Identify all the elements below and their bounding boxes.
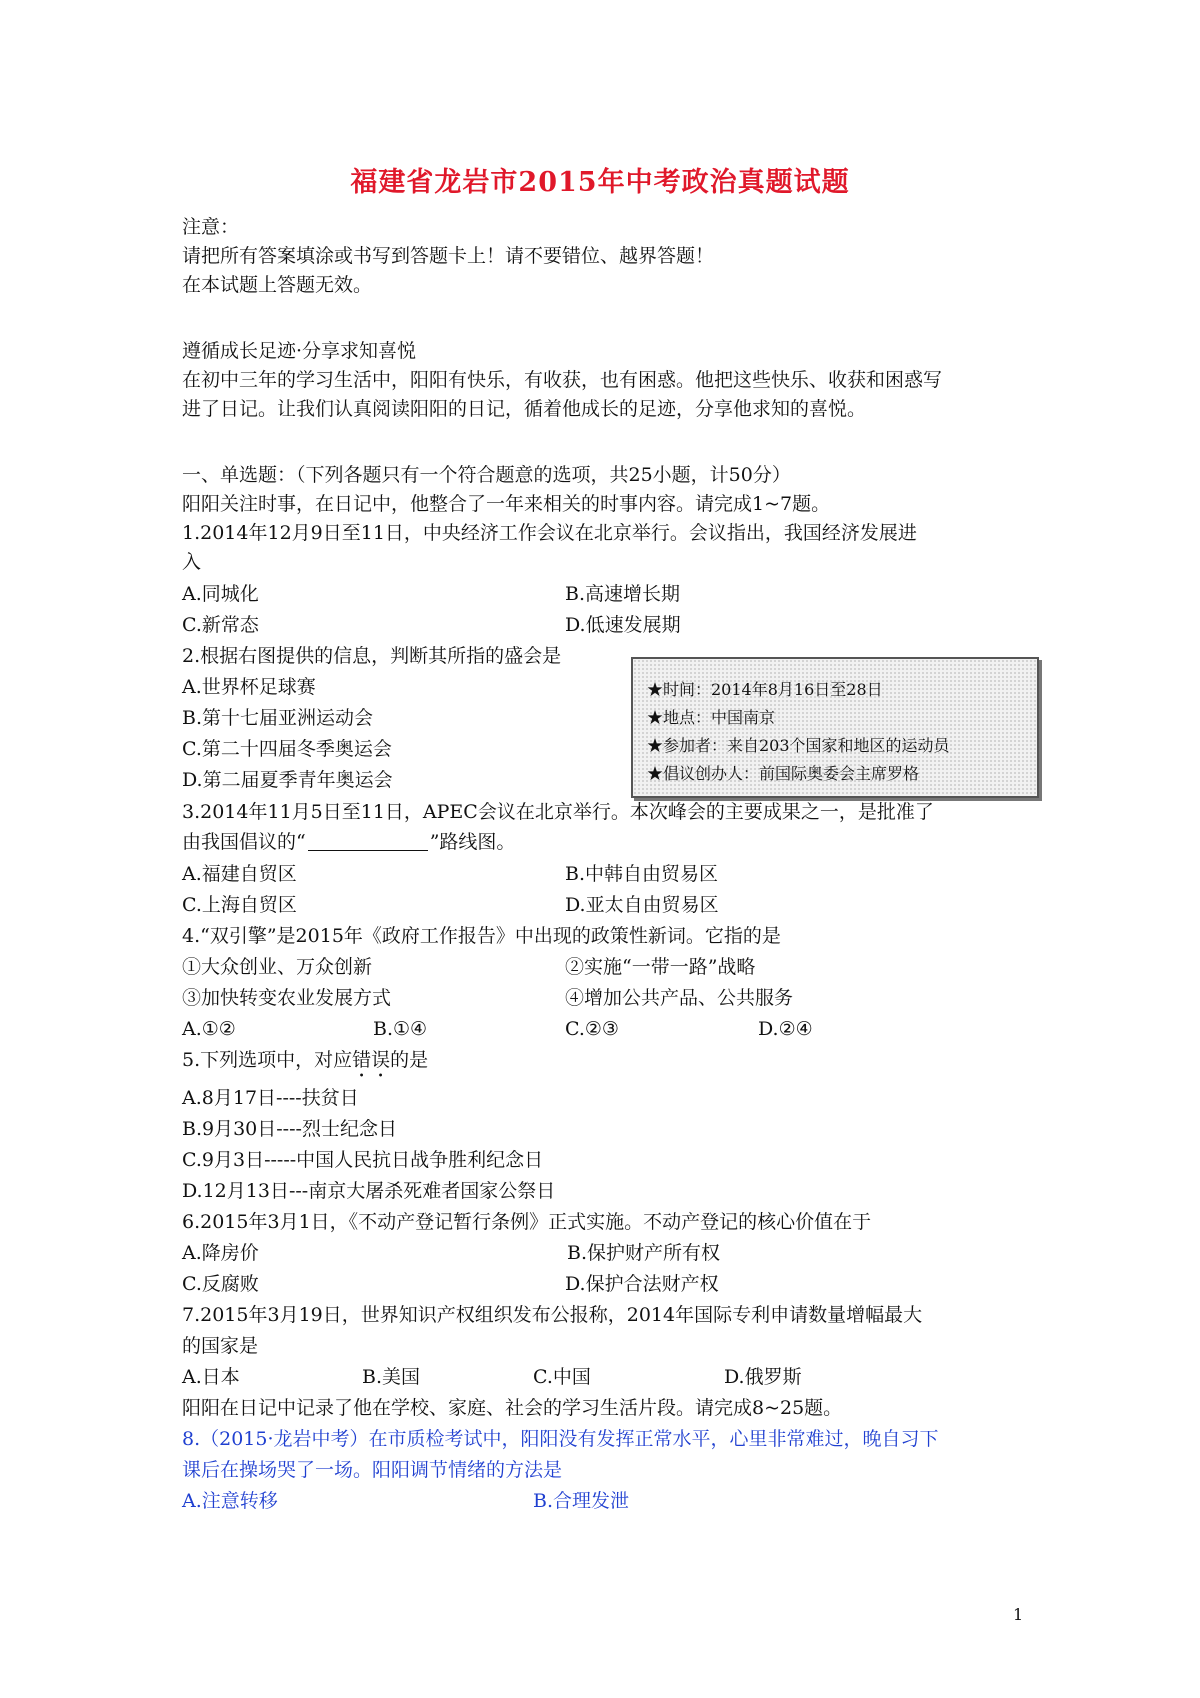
notice-line-1: 请把所有答案填涂或书写到答题卡上！请不要错位、越界答题！ bbox=[182, 245, 715, 267]
theme-intro-1: 在初中三年的学习生活中，阳阳有快乐，有收获，也有困惑。他把这些快乐、收获和困惑写 bbox=[182, 369, 943, 391]
q5-option-c: C.9月3日-----中国人民抗日战争胜利纪念日 bbox=[182, 1149, 544, 1171]
q1-stem-1: 1.2014年12月9日至11日，中央经济工作会议在北京举行。会议指出，我国经济发展进 bbox=[182, 522, 917, 544]
q8-stem-1: 8.（2015·龙岩中考）在市质检考试中，阳阳没有发挥正常水平，心里非常难过，晚自习下 bbox=[182, 1428, 939, 1450]
q1-option-a: A.同城化 bbox=[182, 583, 259, 605]
q2-option-c: C.第二十四届冬季奥运会 bbox=[182, 738, 392, 760]
q6-option-a: A.降房价 bbox=[182, 1242, 259, 1264]
q3-stem-1: 3.2014年11月5日至11日，APEC会议在北京举行。本次峰会的主要成果之一，是批准了 bbox=[182, 801, 934, 823]
q6-option-b: B.保护财产所有权 bbox=[567, 1242, 721, 1264]
q7-option-b: B.美国 bbox=[362, 1366, 421, 1388]
q4-item-4: ④增加公共产品、公共服务 bbox=[565, 987, 794, 1009]
q6-option-d: D.保护合法财产权 bbox=[565, 1273, 719, 1295]
q3-stem-2 bbox=[182, 830, 515, 854]
q1-stem-2: 入 bbox=[182, 551, 202, 573]
q3-option-b: B.中韩自由贸易区 bbox=[565, 863, 719, 885]
q1-option-d: D.低速发展期 bbox=[565, 614, 681, 636]
q3-option-d: D.亚太自由贸易区 bbox=[565, 894, 719, 916]
q2-stem: 2.根据右图提供的信息，判断其所指的盛会是 bbox=[182, 645, 562, 667]
q4-item-3: ③加快转变农业发展方式 bbox=[182, 987, 392, 1009]
theme-heading: 遵循成长足迹·分享求知喜悦 bbox=[182, 340, 417, 362]
part1-lead: 阳阳关注时事，在日记中，他整合了一年来相关的时事内容。请完成1~7题。 bbox=[182, 493, 831, 515]
q3-option-c: C.上海自贸区 bbox=[182, 894, 297, 916]
page-number: 1 bbox=[1013, 1605, 1024, 1624]
info-time: ★时间：2014年8月16日至28日 bbox=[647, 680, 883, 699]
q1-option-b: B.高速增长期 bbox=[565, 583, 681, 605]
q5-option-a: A.8月17日----扶贫日 bbox=[182, 1087, 359, 1109]
q6-option-c: C.反腐败 bbox=[182, 1273, 259, 1295]
q4-option-c: C.②③ bbox=[565, 1018, 619, 1040]
q4-option-b: B.①④ bbox=[373, 1018, 428, 1040]
part1-heading: 一、单选题：（下列各题只有一个符合题意的选项，共25小题，计50分） bbox=[182, 464, 791, 486]
info-place: ★地点：中国南京 bbox=[647, 708, 776, 727]
q2-option-a: A.世界杯足球赛 bbox=[182, 676, 316, 698]
theme-intro-2: 进了日记。让我们认真阅读阳阳的日记，循着他成长的足迹，分享他求知的喜悦。 bbox=[182, 398, 867, 420]
event-info-box bbox=[631, 657, 1039, 798]
q8-stem-2: 课后在操场哭了一场。阳阳调节情绪的方法是 bbox=[182, 1459, 563, 1481]
q5-option-b: B.9月30日----烈士纪念日 bbox=[182, 1118, 397, 1140]
info-participants: ★参加者：来自203个国家和地区的运动员 bbox=[647, 736, 950, 755]
notice-label: 注意： bbox=[182, 216, 240, 238]
notice-line-2: 在本试题上答题无效。 bbox=[182, 274, 373, 296]
q4-item-2: ②实施“一带一路”战略 bbox=[565, 956, 756, 978]
q4-stem: 4.“双引擎”是2015年《政府工作报告》中出现的政策性新词。它指的是 bbox=[182, 925, 781, 947]
page-title: 福建省龙岩市2015年中考政治真题试题 bbox=[350, 167, 850, 198]
q6-stem: 6.2015年3月1日，《不动产登记暂行条例》正式实施。不动产登记的核心价值在于 bbox=[182, 1211, 872, 1233]
q7-option-a: A.日本 bbox=[182, 1366, 240, 1388]
q5-stem-c: 的是 bbox=[390, 1049, 429, 1071]
q7-option-c: C.中国 bbox=[533, 1366, 591, 1388]
q5-stem bbox=[182, 1048, 428, 1082]
q3-stem-2b: ”路线图。 bbox=[429, 831, 516, 853]
q4-option-a: A.①② bbox=[182, 1018, 236, 1040]
q2-option-b: B.第十七届亚洲运动会 bbox=[182, 707, 374, 729]
q5-stem-emphasis: 错误 bbox=[352, 1049, 391, 1071]
info-founder: ★倡议创办人：前国际奥委会主席罗格 bbox=[647, 764, 920, 783]
q2-option-d: D.第二届夏季青年奥运会 bbox=[182, 769, 393, 791]
q4-item-1: ①大众创业、万众创新 bbox=[182, 956, 373, 978]
q3-option-a: A.福建自贸区 bbox=[182, 863, 297, 885]
q8-option-b: B.合理发泄 bbox=[533, 1490, 630, 1512]
q7-option-d: D.俄罗斯 bbox=[724, 1366, 802, 1388]
answer-blank bbox=[308, 832, 428, 851]
q8-option-a: A.注意转移 bbox=[182, 1490, 278, 1512]
q5-stem-a: 5.下列选项中，对应 bbox=[182, 1049, 353, 1071]
q4-option-d: D.②④ bbox=[758, 1018, 813, 1040]
part1-lead-2: 阳阳在日记中记录了他在学校、家庭、社会的学习生活片段。请完成8~25题。 bbox=[182, 1397, 843, 1419]
q7-stem-2: 的国家是 bbox=[182, 1335, 259, 1357]
q3-stem-2a: 由我国倡议的“ bbox=[182, 831, 306, 853]
q7-stem-1: 7.2015年3月19日，世界知识产权组织发布公报称，2014年国际专利申请数量增幅最大 bbox=[182, 1304, 923, 1326]
q1-option-c: C.新常态 bbox=[182, 614, 259, 636]
q5-option-d: D.12月13日---南京大屠杀死难者国家公祭日 bbox=[182, 1180, 556, 1202]
